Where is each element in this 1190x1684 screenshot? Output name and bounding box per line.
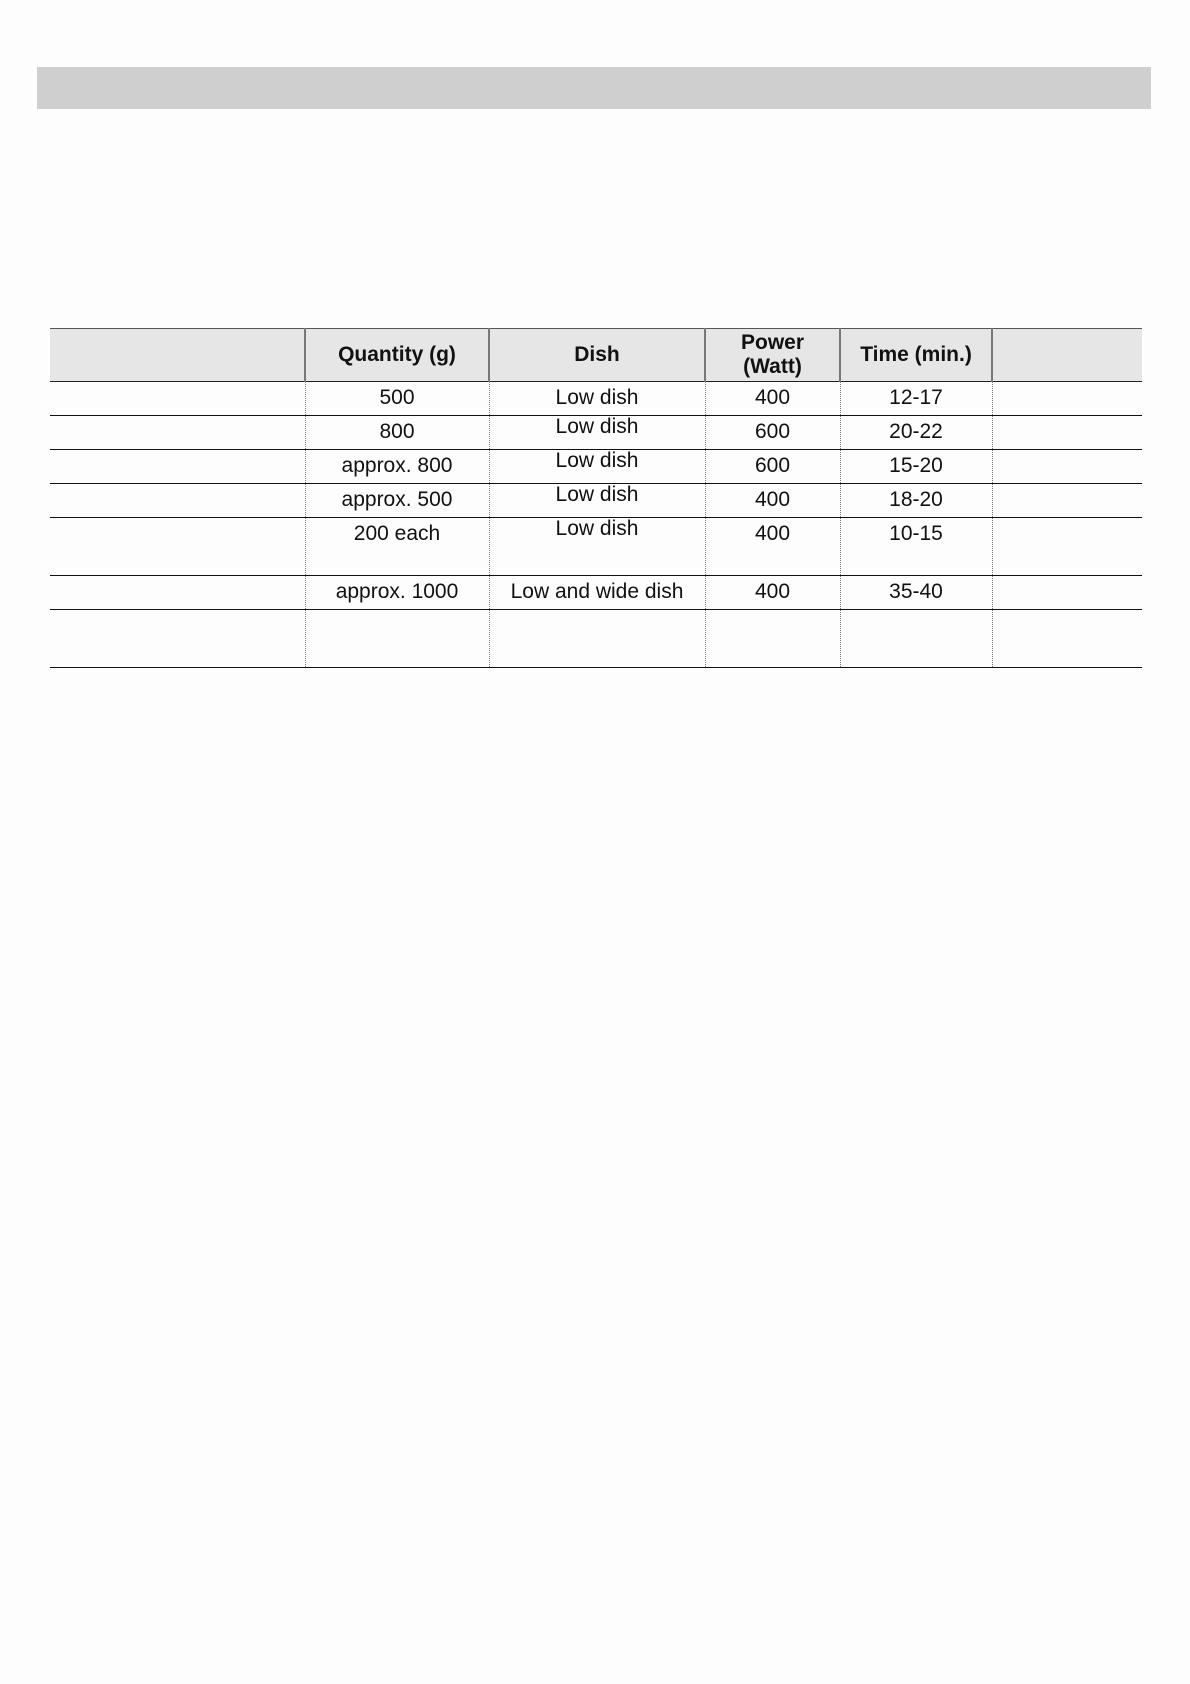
table-row (50, 382, 1142, 416)
table-row (50, 610, 1142, 668)
cell-extra (992, 416, 1142, 450)
cell-item (50, 416, 305, 450)
cell-item (50, 382, 305, 416)
cell-item (50, 484, 305, 518)
table-row (50, 518, 1142, 576)
page-header-bar (37, 67, 1151, 109)
cell-time (840, 610, 992, 668)
cell-dish (489, 450, 705, 484)
header-power (705, 329, 840, 382)
header-quantity: Quantity (g) (305, 329, 489, 382)
cell-quantity: 800 (305, 416, 489, 450)
cell-time: 10-15 (840, 518, 992, 576)
cell-quantity: approx. 500 (305, 484, 489, 518)
cell-power: 400 (705, 576, 840, 610)
cell-time: 20-22 (840, 416, 992, 450)
cell-dish (489, 416, 705, 450)
cell-dish (489, 610, 705, 668)
cell-time: 18-20 (840, 484, 992, 518)
cooking-table-container (50, 328, 1142, 668)
cell-time: 35-40 (840, 576, 992, 610)
cell-quantity: 500 (305, 382, 489, 416)
cell-item (50, 610, 305, 668)
cell-extra (992, 576, 1142, 610)
cell-quantity: approx. 1000 (305, 576, 489, 610)
cell-power: 400 (705, 484, 840, 518)
cell-extra (992, 518, 1142, 576)
cell-dish (489, 484, 705, 518)
cell-item (50, 450, 305, 484)
cell-dish-text: Low dish (555, 517, 639, 540)
header-power-line1: Power (740, 331, 805, 354)
cell-quantity: 200 each (305, 518, 489, 576)
cell-dish-text: Low dish (555, 415, 639, 438)
cell-time: 15-20 (840, 450, 992, 484)
header-item (50, 329, 305, 382)
header-time: Time (min.) (840, 329, 992, 382)
table-row (50, 576, 1142, 610)
cell-extra (992, 450, 1142, 484)
header-power-line2: (Watt) (743, 355, 802, 378)
table-row (50, 484, 1142, 518)
cell-item (50, 576, 305, 610)
cell-power: 600 (705, 450, 840, 484)
table-row (50, 416, 1142, 450)
cell-item (50, 518, 305, 576)
cell-dish (489, 518, 705, 576)
header-dish: Dish (489, 329, 705, 382)
cell-power: 400 (705, 382, 840, 416)
cell-power (705, 610, 840, 668)
cell-dish-text: Low dish (555, 449, 639, 472)
cell-extra (992, 484, 1142, 518)
cell-power: 600 (705, 416, 840, 450)
table-header-row (50, 329, 1142, 382)
cell-extra (992, 610, 1142, 668)
cell-dish-text: Low dish (555, 483, 639, 506)
cell-quantity (305, 610, 489, 668)
cell-dish: Low dish (489, 382, 705, 416)
cell-power: 400 (705, 518, 840, 576)
cell-time: 12-17 (840, 382, 992, 416)
cell-extra (992, 382, 1142, 416)
cooking-table (50, 328, 1142, 668)
cell-dish: Low and wide dish (489, 576, 705, 610)
header-extra (992, 329, 1142, 382)
cell-quantity: approx. 800 (305, 450, 489, 484)
table-row (50, 450, 1142, 484)
